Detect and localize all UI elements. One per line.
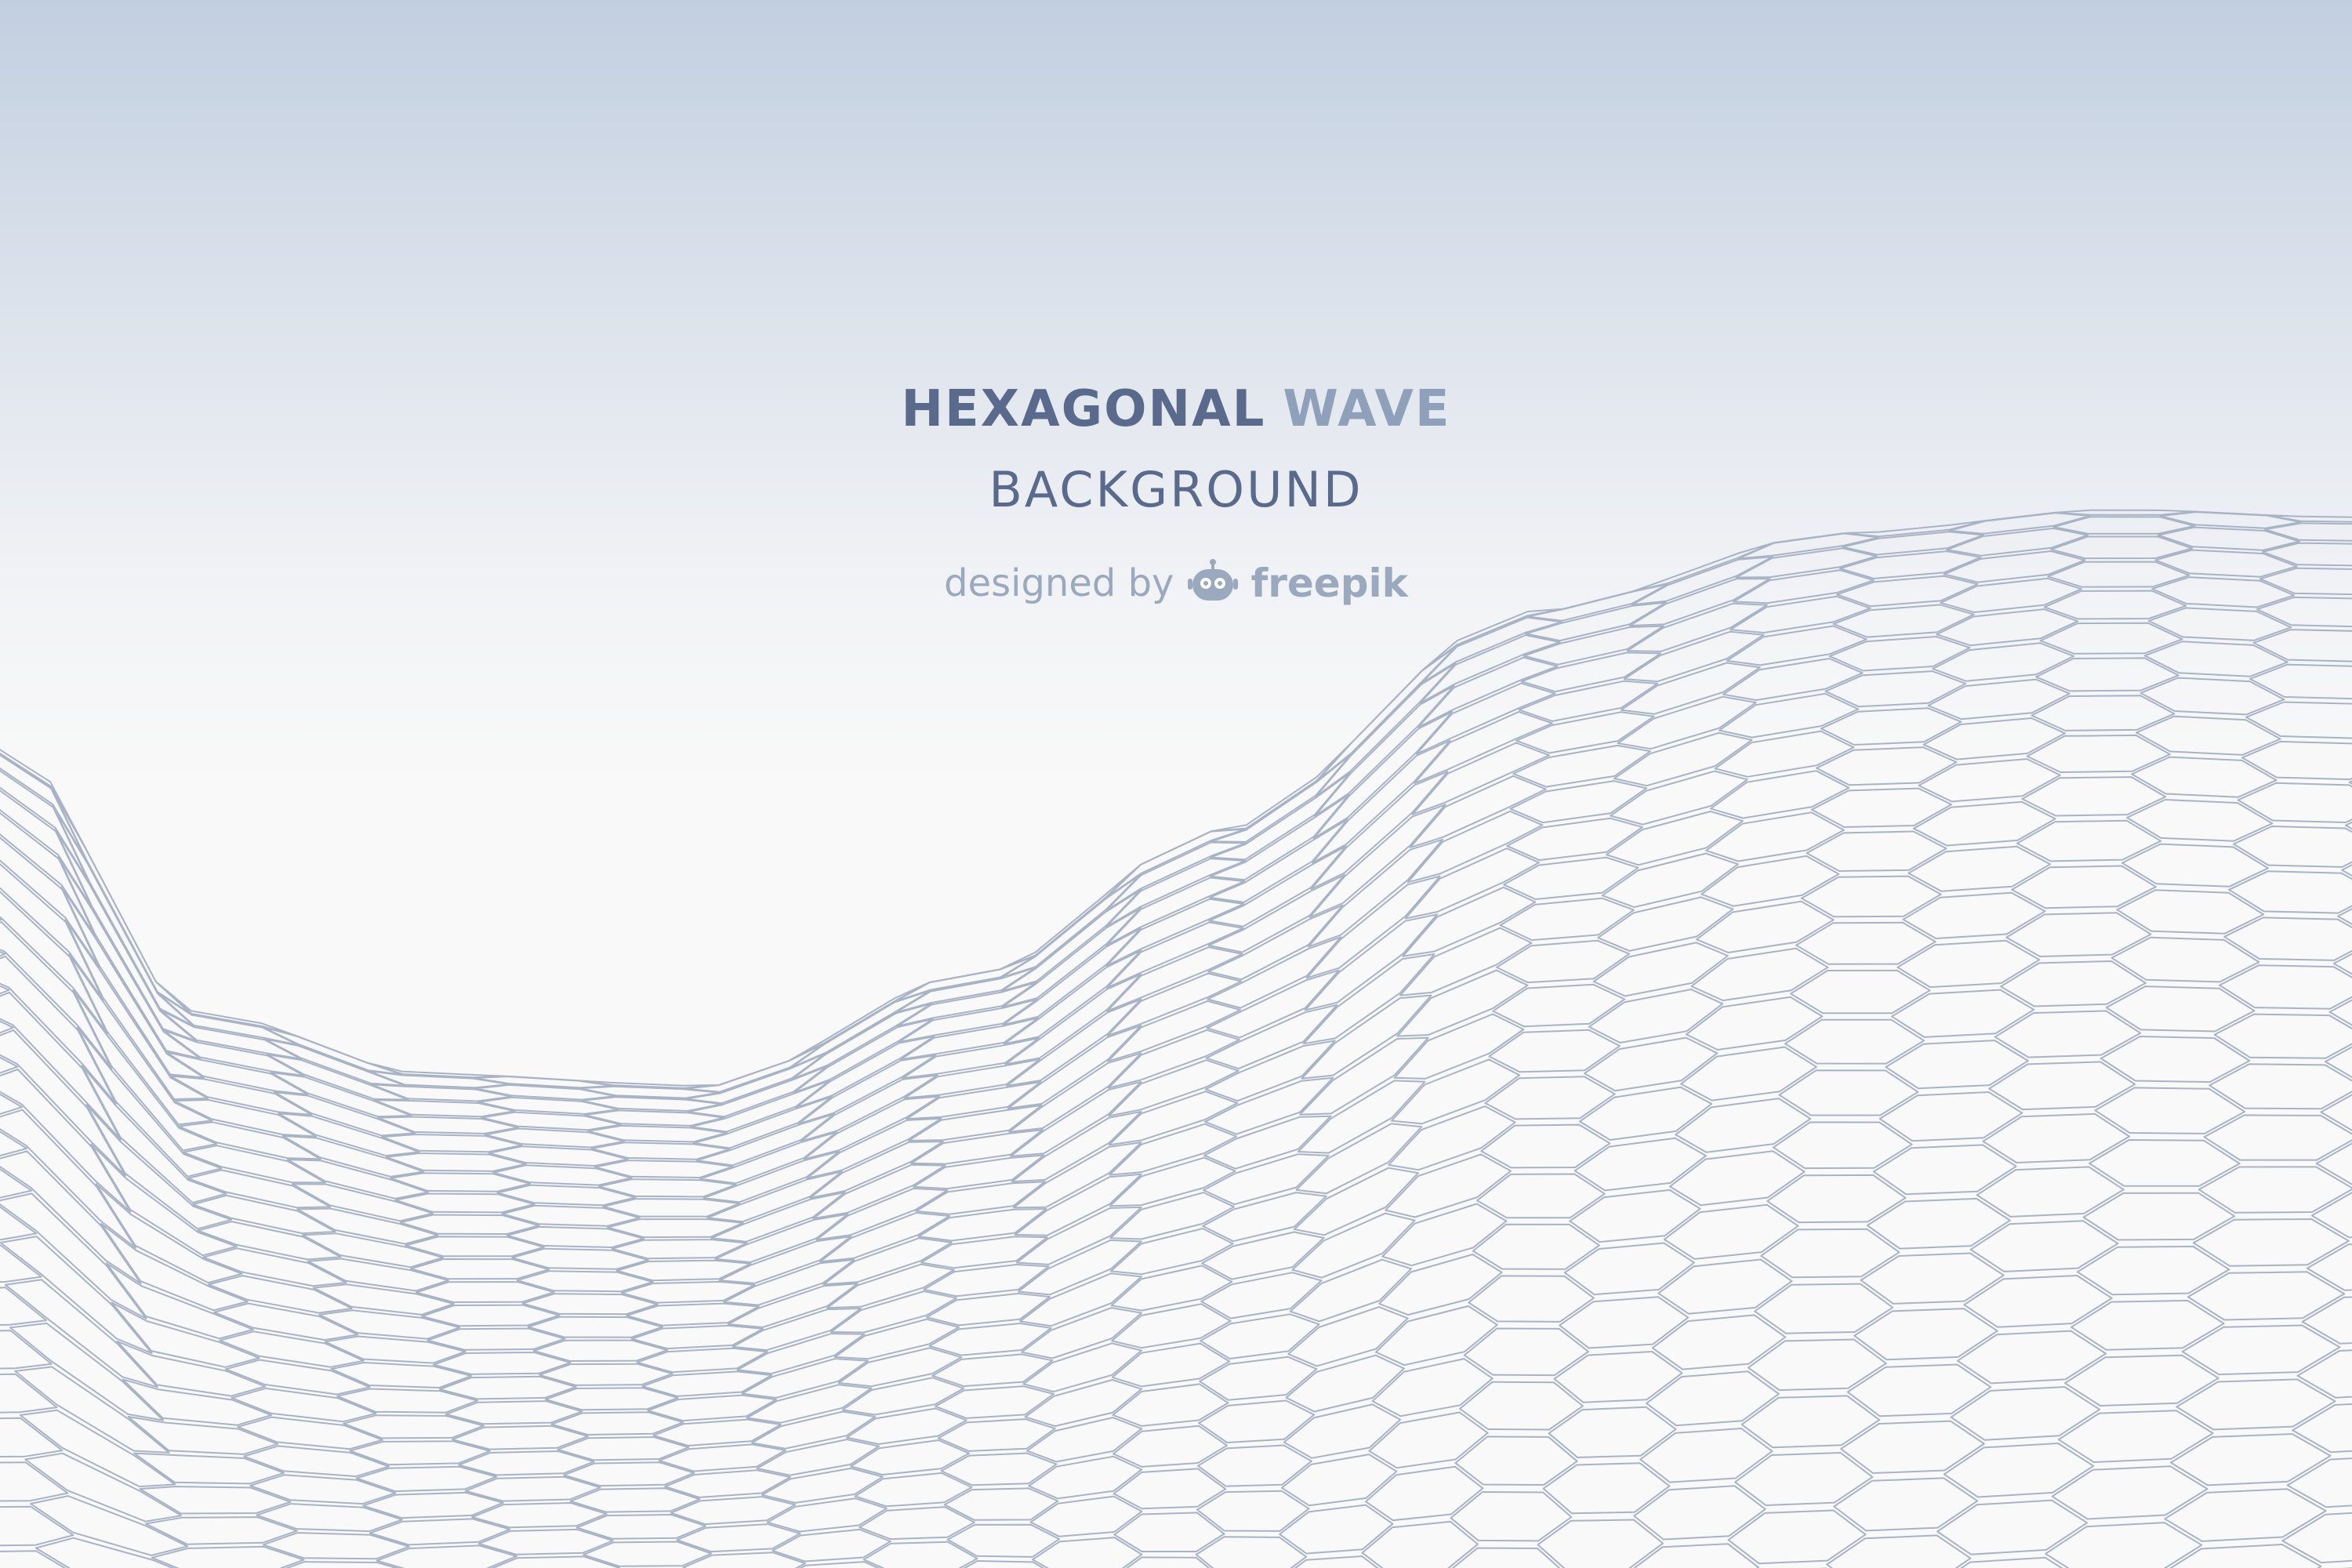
credit-prefix: designed by: [944, 561, 1174, 605]
credit-brand: freepik: [1250, 561, 1408, 606]
subtitle-background: BACKGROUND: [989, 461, 1363, 518]
title-word-wave: WAVE: [1283, 380, 1451, 438]
designer-credit: [0, 558, 2352, 608]
freepik-robot-icon: [1188, 558, 1238, 608]
hexagon-cells: [0, 510, 2352, 1568]
title-block: [0, 380, 2352, 608]
title-word-hexagonal: HEXAGONAL: [901, 380, 1266, 438]
title-heading: [0, 380, 2352, 438]
